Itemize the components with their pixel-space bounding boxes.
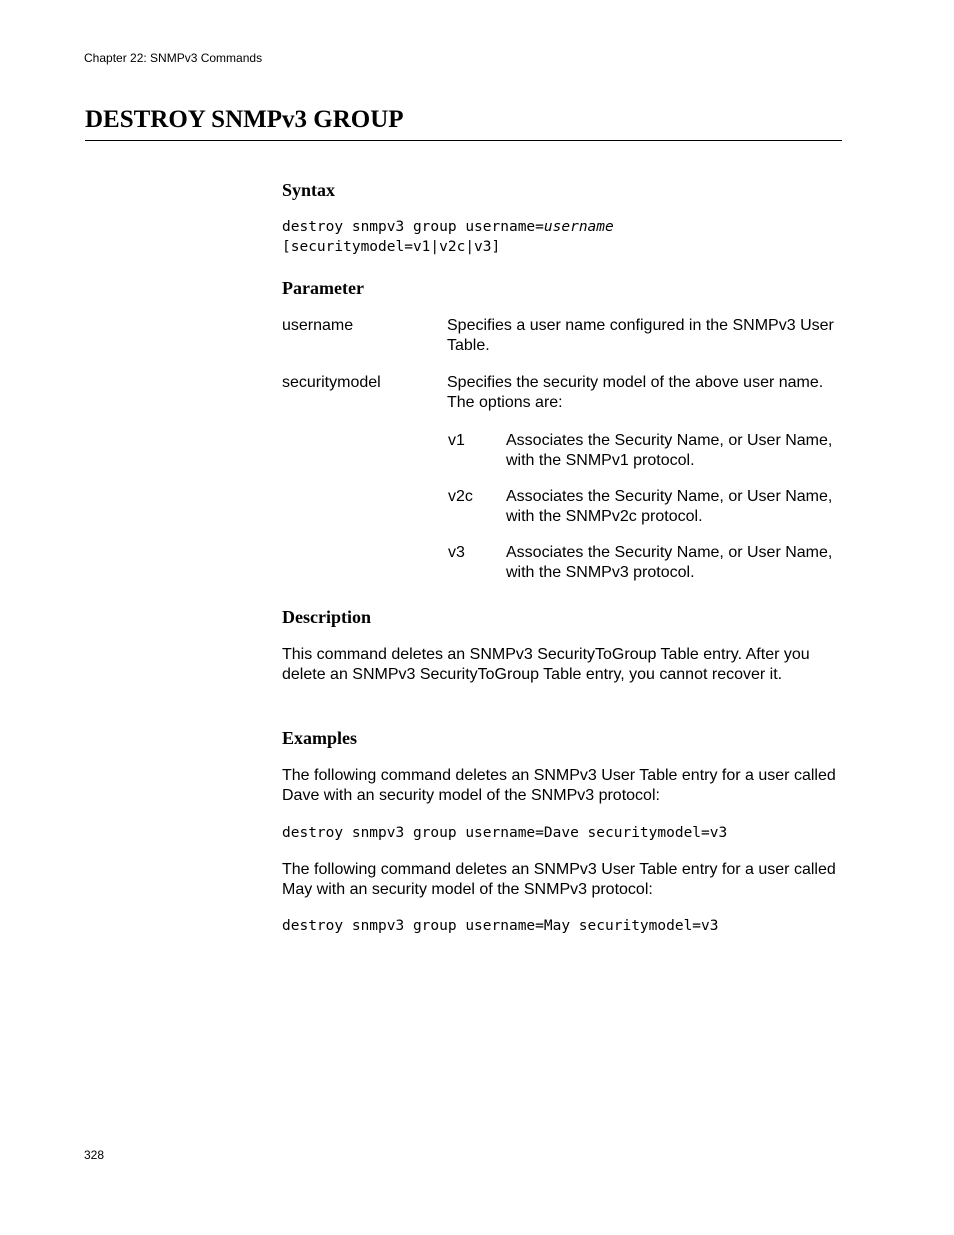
option-name-v1: v1	[448, 432, 465, 449]
description-text: This command deletes an SNMPv3 SecurityToGroup Table entry. After you delete an SNMPv3 SecurityToGroup Table entry, you cannot recover it.	[282, 646, 810, 683]
option-desc-v3: Associates the Security Name, or User Name, with the SNMPv3 protocol.	[506, 544, 833, 581]
syntax-command: destroy snmpv3 group username=	[282, 219, 544, 235]
param-name-securitymodel: securitymodel	[282, 374, 381, 391]
page-number: 328	[84, 1148, 105, 1162]
example-1-text: The following command deletes an SNMPv3 User Table entry for a user called Dave with an security model of the SNMPv3 protocol:	[282, 767, 836, 804]
description-heading: Description	[282, 607, 371, 627]
syntax-heading: Syntax	[282, 180, 336, 200]
option-desc-v1: Associates the Security Name, or User Name, with the SNMPv1 protocol.	[506, 432, 833, 469]
running-header: Chapter 22: SNMPv3 Commands	[84, 51, 263, 65]
param-desc-username: Specifies a user name configured in the SNMPv3 User Table.	[447, 317, 834, 354]
example-2-command: destroy snmpv3 group username=May securitymodel=v3	[282, 918, 719, 934]
page-title: DESTROY SNMPv3 GROUP	[85, 106, 404, 133]
param-desc-securitymodel: Specifies the security model of the above user name. The options are:	[447, 374, 824, 411]
parameter-heading: Parameter	[282, 278, 364, 298]
option-name-v3: v3	[448, 544, 465, 561]
syntax-line-2: [securitymodel=v1|v2c|v3]	[282, 239, 501, 255]
example-1-command: destroy snmpv3 group username=Dave securitymodel=v3	[282, 825, 728, 841]
example-2-text: The following command deletes an SNMPv3 User Table entry for a user called May with an security model of the SNMPv3 protocol:	[282, 861, 836, 898]
option-name-v2c: v2c	[448, 488, 473, 505]
param-name-username: username	[282, 317, 354, 334]
syntax-line-1	[282, 217, 614, 237]
title-rule	[85, 140, 842, 141]
examples-heading: Examples	[282, 728, 358, 748]
option-desc-v2c: Associates the Security Name, or User Name, with the SNMPv2c protocol.	[506, 488, 833, 525]
syntax-variable: username	[543, 219, 614, 235]
